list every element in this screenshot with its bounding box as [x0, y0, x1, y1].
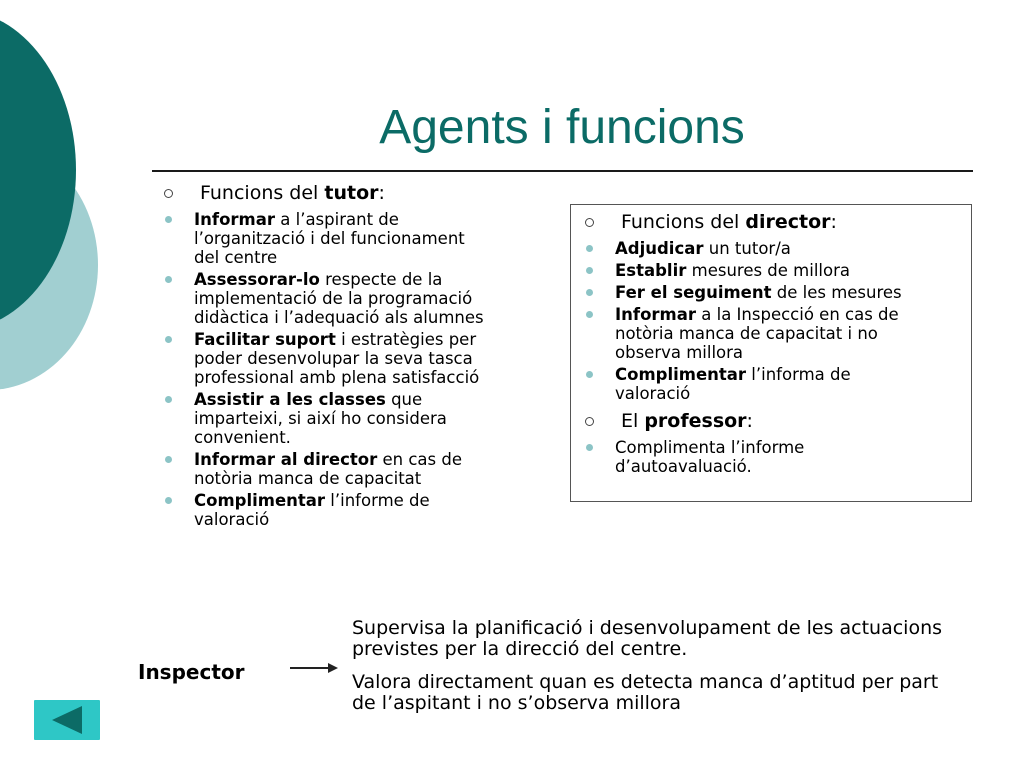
- ring-bullet-icon: [164, 189, 173, 198]
- tutor-section: [150, 182, 550, 532]
- professor-heading: El professor:: [571, 410, 971, 432]
- ring-bullet-icon: [585, 218, 594, 227]
- dot-bullet-icon: [586, 444, 593, 451]
- director-function-item: Establir mesures de millora: [615, 261, 915, 280]
- tutor-function-item: Informar al director en cas de notòria manca de capacitat: [194, 450, 494, 488]
- tutor-function-item: Informar a l’aspirant de l’organització i del funcionament del centre: [194, 210, 494, 267]
- director-function-item: Fer el seguiment de les mesures: [615, 283, 915, 302]
- tutor-function-item: Facilitar suport i estratègies per poder desenvolupar la seva tasca professional amb plena satisfacció: [194, 330, 494, 387]
- director-function-item: Complimentar l’informa de valoració: [615, 365, 915, 403]
- director-function-item: Informar a la Inspecció en cas de notòria manca de capacitat i no observa millora: [615, 305, 915, 362]
- dot-bullet-icon: [165, 456, 172, 463]
- title-divider: [152, 170, 973, 172]
- ring-bullet-icon: [585, 417, 594, 426]
- triangle-left-icon: [52, 706, 82, 734]
- arrow-head: [328, 663, 338, 673]
- inspector-description-1: Supervisa la planificació i desenvolupament de les actuacions previstes per la direcció del centre.: [352, 617, 943, 660]
- dot-bullet-icon: [586, 289, 593, 296]
- arrow-shaft: [290, 667, 330, 669]
- dot-bullet-icon: [586, 245, 593, 252]
- director-heading: Funcions del director:: [571, 211, 971, 233]
- dot-bullet-icon: [165, 396, 172, 403]
- right-arrow-icon: [290, 663, 338, 673]
- director-function-item: Adjudicar un tutor/a: [615, 239, 915, 258]
- tutor-heading: Funcions del tutor:: [150, 182, 550, 204]
- dot-bullet-icon: [165, 216, 172, 223]
- tutor-functions-list: [150, 210, 550, 529]
- inspector-description-2: Valora directament quan es detecta manca d’aptitud per part de l’aspitant i no s’observa millora: [352, 671, 939, 714]
- dot-bullet-icon: [165, 276, 172, 283]
- dot-bullet-icon: [165, 497, 172, 504]
- tutor-function-item: Assistir a les classes que imparteixi, si així ho considera convenient.: [194, 390, 494, 447]
- dot-bullet-icon: [586, 267, 593, 274]
- professor-function-item: Complimenta l’informe d’autoavaluació.: [615, 438, 915, 476]
- slide-title: Agents i funcions: [379, 101, 745, 154]
- tutor-function-item: Complimentar l’informe de valoració: [194, 491, 494, 529]
- tutor-function-item: Assessorar-lo respecte de la implementació de la programació didàctica i l’adequació als alumnes: [194, 270, 494, 327]
- dot-bullet-icon: [586, 311, 593, 318]
- professor-functions-list: [571, 438, 971, 476]
- director-functions-list: [571, 239, 971, 403]
- dot-bullet-icon: [165, 336, 172, 343]
- back-button[interactable]: [34, 700, 100, 740]
- dot-bullet-icon: [586, 371, 593, 378]
- inspector-label: Inspector: [138, 660, 245, 684]
- director-professor-box: [570, 204, 972, 502]
